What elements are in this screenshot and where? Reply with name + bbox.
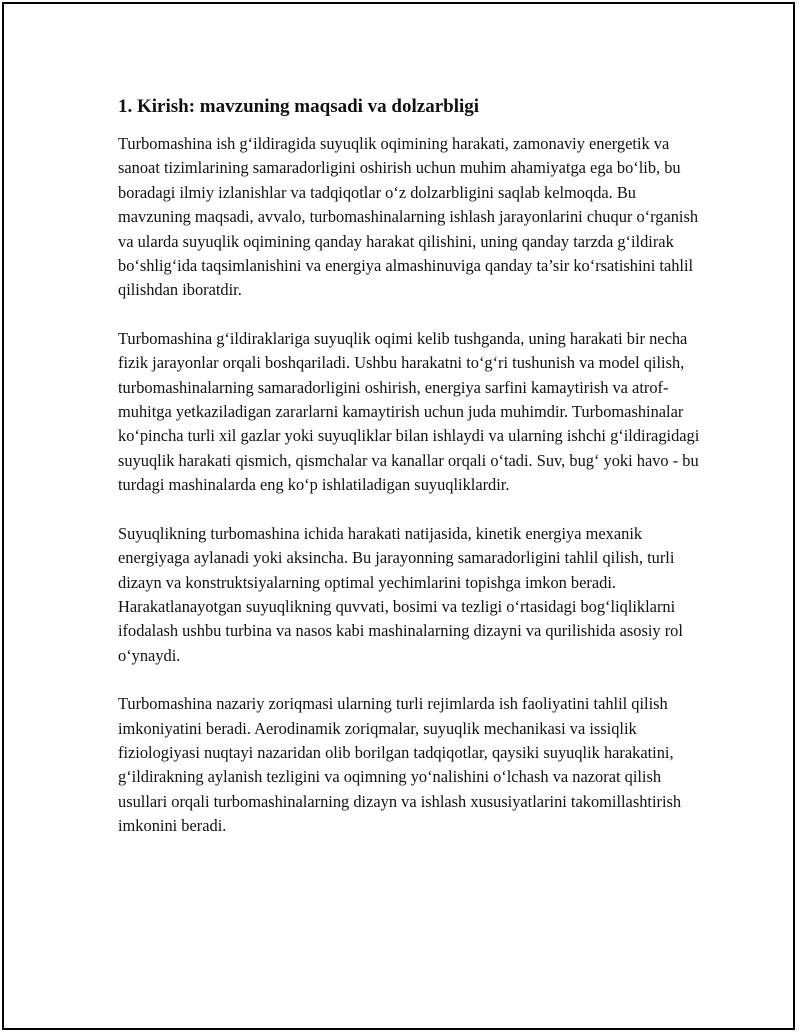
paragraph-4: Turbomashina nazariy zoriqmasi ularning turli rejimlarda ish faoliyatini tahlil qilish imkoniyatini beradi. Aerodinamik zoriqmalar, suyuqlik mechanikasi va issiqlik fiziologiyasi nuqtayi nazaridan olib borilgan tadqiqotlar, qaysiki suyuqlik harakatini, g‘ildirakning aylanish tezligini va oqimning yo‘nalishini o‘lchash va nazorat qilish usullari orqali turbomashinalarning dizayn va ishlash xususiyatlarini takomillashtirish imkonini beradi. (118, 694, 682, 836)
paragraph-2: Turbomashina g‘ildiraklariga suyuqlik oqimi kelib tushganda, uning harakati bir necha fizik jarayonlar orqali boshqariladi. Ushbu harakatni to‘g‘ri tushunish va model qilish, turbomashinalarning samaradorligini oshirish, energiya sarfini kamaytirish va atrof-muhitga yetkaziladigan zararlarni kamaytirish uchun juda muhimdir. Turbomashinalar ko‘pincha turli xil gazlar yoki suyuqliklar bilan ishlaydi va ularning ishchi g‘ildiragidagi suyuqlik harakati qismich, qismchalar va kanallar orqali o‘tadi. Suv, bug‘ yoki havo - bu turdagi mashinalarda eng ko‘p ishlatiladigan suyuqliklardir. (118, 328, 700, 495)
paragraph-1: Turbomashina ish g‘ildiragida suyuqlik oqimining harakati, zamonaviy energetik va sanoat tizimlarining samaradorligini oshirish uchun muhim ahamiyatga ega bo‘lib, bu boradagi ilmiy izlanishlar va tadqiqotlar o‘z dolzarbligini saqlab kelmoqda. Bu mavzuning maqsadi, avvalo, turbomashinalarning ishlash jarayonlarini chuqur o‘rganish va ularda suyuqlik oqimining qanday harakat qilishini, uning qanday tarzda g‘ildirak bo‘shlig‘ida taqsimlanishini va energiya almashinuviga qanday ta’sir ko‘rsatishini tahlil qilishdan iboratdir. (118, 134, 699, 300)
document-body (118, 94, 708, 863)
paragraph-3: Suyuqlikning turbomashina ichida harakati natijasida, kinetik energiya mexanik energiyaga aylanadi yoki aksincha. Bu jarayonning samaradorligini tahlil qilish, turli dizayn va konstruktsiyalarning optimal yechimlarini topishga imkon beradi. Harakatlanayotgan suyuqlikning quvvati, bosimi va tezligi o‘rtasidagi bog‘liqliklarni ifodalash ushbu turbina va nasos kabi mashinalarning dizayni va qurilishida asosiy rol o‘ynaydi. (118, 523, 683, 665)
section-heading: 1. Kirish: mavzuning maqsadi va dolzarbligi (118, 96, 480, 117)
